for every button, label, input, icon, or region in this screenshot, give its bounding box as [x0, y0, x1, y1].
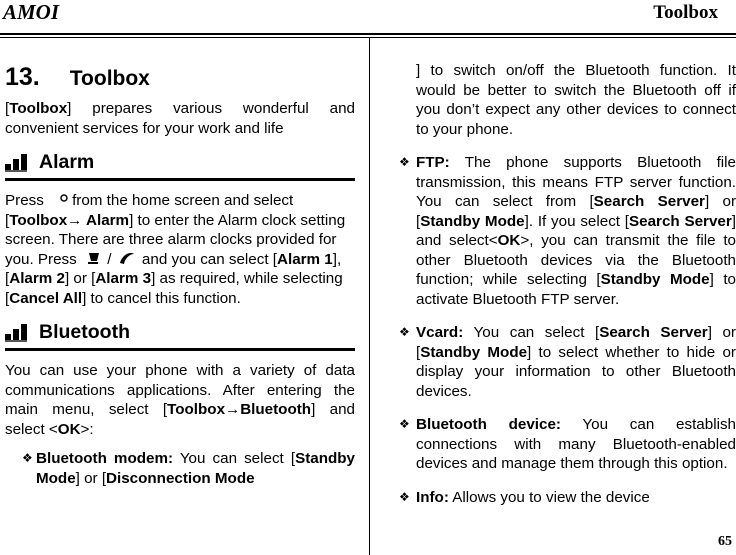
menu-key-icon	[48, 194, 72, 208]
diamond-bullet-icon: ❖	[22, 451, 33, 465]
diamond-bullet-icon: ❖	[399, 489, 410, 504]
diamond-bullet-icon: ❖	[399, 155, 410, 169]
right-column	[399, 62, 736, 507]
amoi-logo-icon	[2, 0, 72, 24]
page-header-title: Toolbox	[653, 2, 718, 23]
chapter-title: Toolbox	[69, 67, 150, 90]
list-item-vcard: ❖ Vcard: You can select [Search Server] or [Standby Mode] to select whether to hide or display your information to other Bluetooth devices.	[399, 324, 736, 400]
page-number: 65	[718, 534, 732, 549]
alarm-paragraph: Press from the home screen and select [Toolbox→ Alarm] to enter the Alarm clock setting screen. There are three alarm clocks provided for you. Press / and you can select [Alarm 1], [Alarm 2] or [Alarm 3] as required, while selecting [Cancel All] to cancel this function.	[5, 192, 346, 307]
list-item-bluetooth-device: ❖ Bluetooth device: You can establish connections with many Bluetooth-enabled devices and manage them through this option.	[399, 416, 736, 472]
brand-logo	[2, 0, 72, 30]
section-marker-icon	[5, 154, 27, 172]
list-item-bluetooth-modem: ❖ Bluetooth modem: You can select [Standby Mode] or [Disconnection Mode	[22, 450, 355, 487]
diamond-bullet-icon: ❖	[399, 325, 410, 339]
bluetooth-paragraph: You can use your phone with a variety of data communications applications. After entering the main menu, select [Toolbox→Bluetooth] and select <OK>:	[5, 362, 355, 438]
diamond-bullet-icon: ❖	[399, 417, 410, 431]
header-divider	[0, 33, 736, 35]
chapter-heading	[5, 62, 355, 94]
down-key-icon	[116, 251, 138, 267]
column-divider	[369, 38, 370, 555]
list-item-info: ❖ Info: Allows you to view the device	[399, 488, 650, 506]
list-item-ftp: ❖ FTP: The phone supports Bluetooth file transmission, this means FTP server function. You can select from [Search Server] or [Standby Mode]. If you select [Search Server] and select<OK>, you can transmit the file to other Bluetooth devices via the Bluetooth function; while selecting [Standby Mode] to activate Bluetooth FTP server.	[399, 154, 736, 308]
intro-paragraph: [Toolbox] prepares various wonderful and convenient services for your work and life	[5, 100, 355, 137]
section-heading-bluetooth	[5, 320, 355, 346]
section-heading-alarm	[5, 150, 355, 176]
header-divider-thin	[0, 37, 736, 38]
left-column	[5, 62, 355, 488]
up-key-icon	[81, 251, 103, 267]
section-marker-icon	[5, 324, 27, 342]
modem-continuation	[416, 61, 736, 139]
chapter-number: 13.	[5, 63, 40, 91]
section-rule	[5, 178, 355, 181]
section-rule	[5, 348, 355, 351]
modem-continued-text: ] to switch on/off the Bluetooth function. It would be better to switch the Bluetooth off if you don’t expect any other devices to connect to your phone.	[416, 62, 736, 138]
logo-text: AMOI	[3, 0, 60, 24]
section-title-bluetooth: Bluetooth	[39, 321, 130, 344]
section-title-alarm: Alarm	[39, 151, 95, 174]
